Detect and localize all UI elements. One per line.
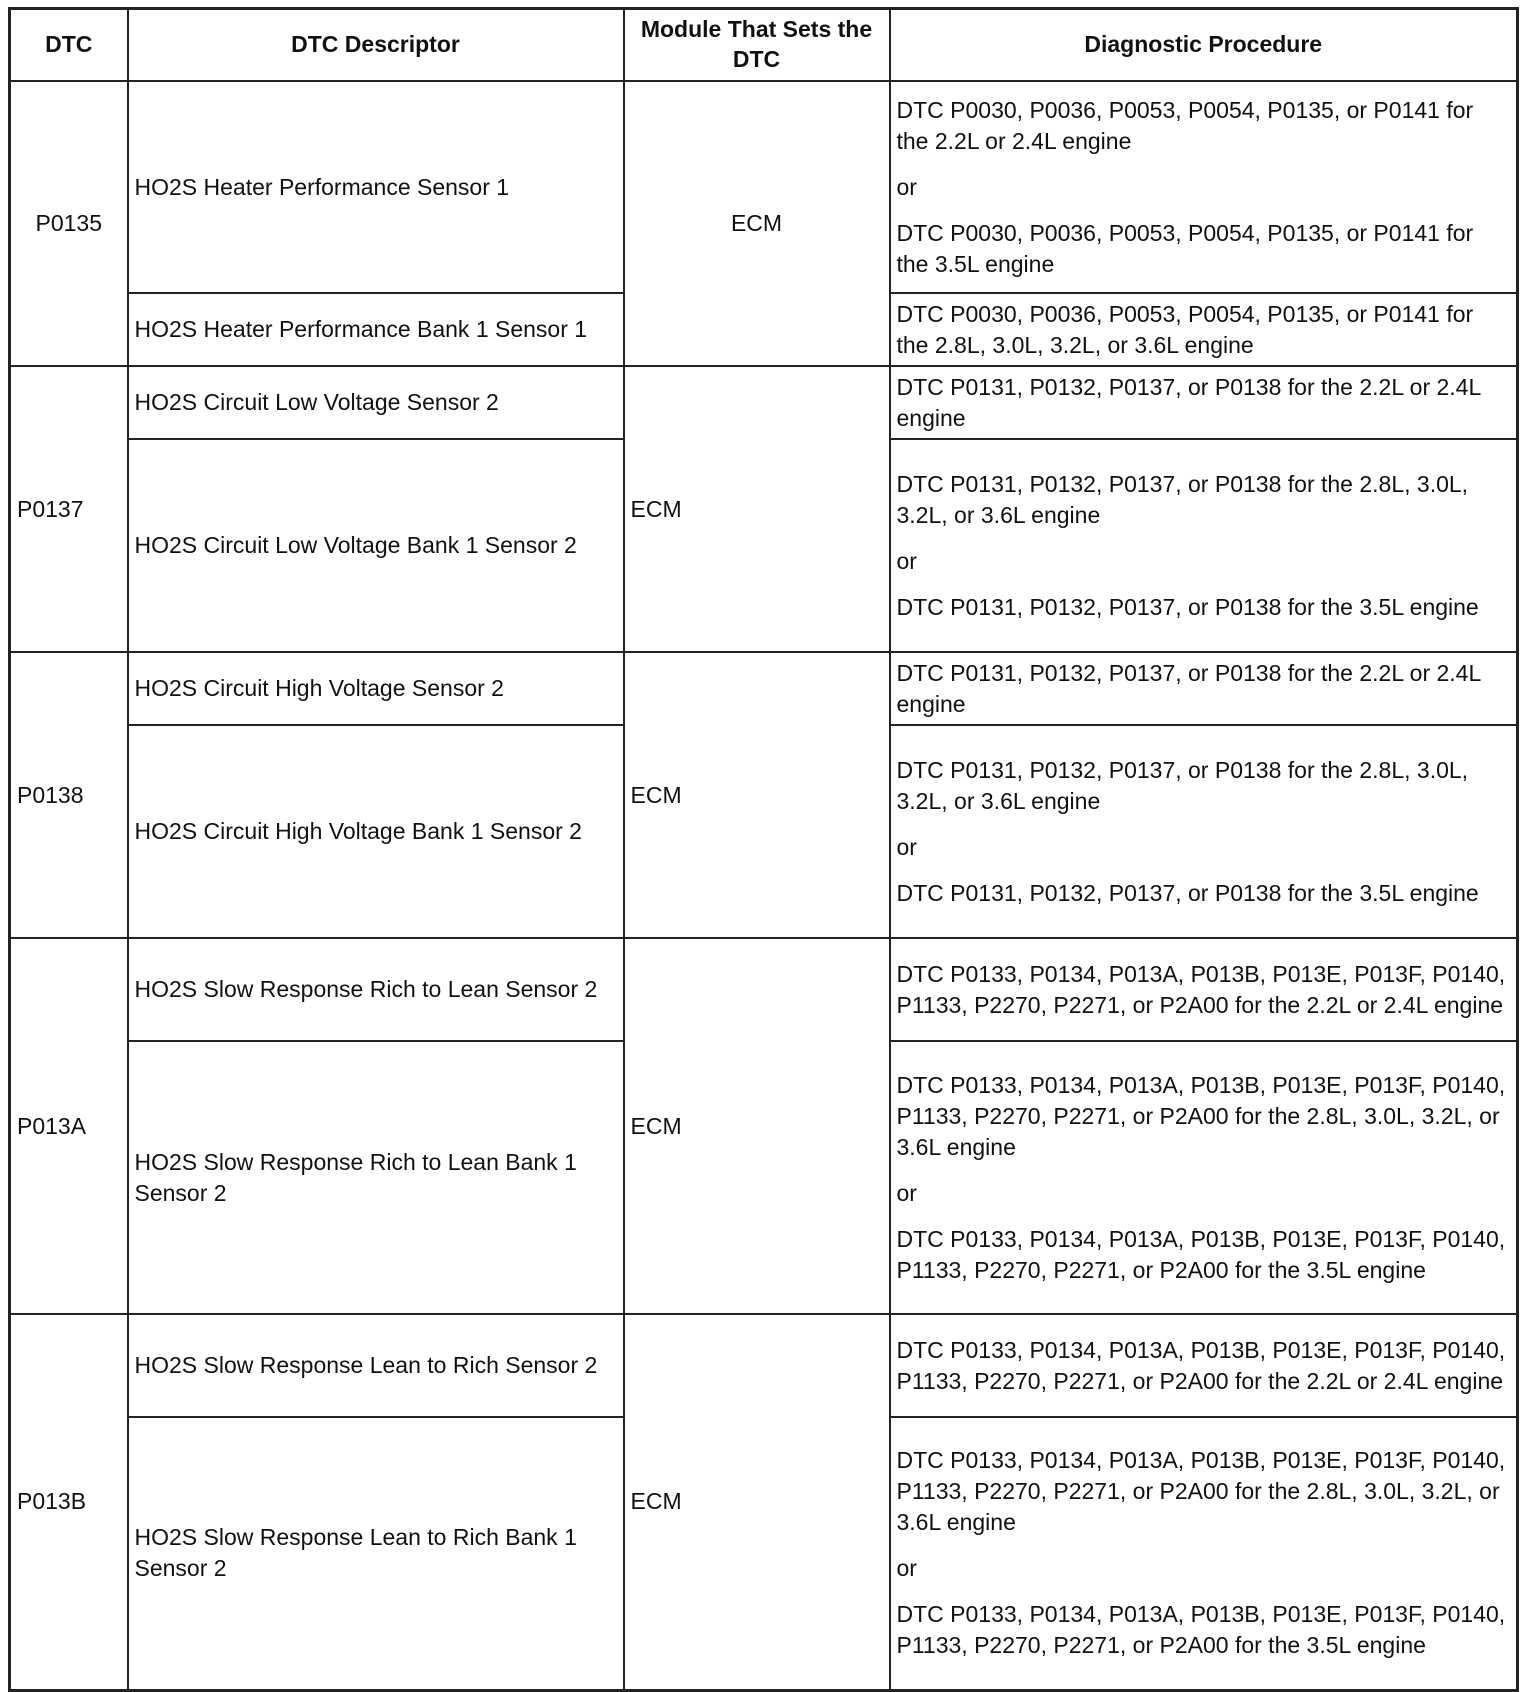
procedure-text: DTC P0133, P0134, P013A, P013B, P013E, P013F, P0140, P1133, P2270, P2271, or P2A00 for the 2.2L or 2.4L engine <box>896 960 1506 1018</box>
procedure-text: DTC P0131, P0132, P0137, or P0138 for the 2.8L, 3.0L, 3.2L, or 3.6L engine <box>896 470 1469 528</box>
dtc-code: P013A <box>10 938 128 1314</box>
dtc-descriptor: HO2S Heater Performance Sensor 1 <box>128 81 624 293</box>
module-cell: ECM <box>624 81 890 366</box>
module-cell: ECM <box>624 1314 890 1690</box>
header-procedure: Diagnostic Procedure <box>890 9 1518 82</box>
table-row <box>10 938 1518 1041</box>
header-dtc: DTC <box>10 9 128 82</box>
procedure-or: or <box>896 1179 917 1206</box>
dtc-table <box>8 7 1519 1692</box>
dtc-descriptor: HO2S Slow Response Lean to Rich Sensor 2 <box>128 1314 624 1417</box>
procedure-text: DTC P0133, P0134, P013A, P013B, P013E, P013F, P0140, P1133, P2270, P2271, or P2A00 for the 3.5L engine <box>896 1225 1506 1283</box>
dtc-descriptor: HO2S Circuit High Voltage Sensor 2 <box>128 652 624 725</box>
dtc-code: P013B <box>10 1314 128 1690</box>
procedure-text: DTC P0133, P0134, P013A, P013B, P013E, P013F, P0140, P1133, P2270, P2271, or P2A00 for the 3.5L engine <box>896 1601 1506 1659</box>
procedure-or: or <box>896 173 917 200</box>
procedure-text: DTC P0131, P0132, P0137, or P0138 for the 3.5L engine <box>896 879 1479 906</box>
procedure-text: DTC P0131, P0132, P0137, or P0138 for the 2.2L or 2.4L engine <box>896 373 1481 431</box>
procedure-text: DTC P0131, P0132, P0137, or P0138 for the 2.2L or 2.4L engine <box>896 659 1481 717</box>
procedure-cell <box>890 1041 1518 1314</box>
table-row <box>10 1314 1518 1417</box>
module-cell: ECM <box>624 366 890 652</box>
procedure-text: DTC P0030, P0036, P0053, P0054, P0135, or P0141 for the 3.5L engine <box>896 219 1474 277</box>
procedure-text: DTC P0030, P0036, P0053, P0054, P0135, or P0141 for the 2.8L, 3.0L, 3.2L, or 3.6L engine <box>896 300 1474 358</box>
dtc-descriptor: HO2S Slow Response Rich to Lean Bank 1 Sensor 2 <box>128 1041 624 1314</box>
procedure-cell <box>890 725 1518 938</box>
procedure-cell <box>890 1417 1518 1690</box>
dtc-code: P0135 <box>10 81 128 366</box>
procedure-or: or <box>896 1555 917 1582</box>
header-descriptor: DTC Descriptor <box>128 9 624 82</box>
dtc-descriptor: HO2S Heater Performance Bank 1 Sensor 1 <box>128 293 624 366</box>
module-cell: ECM <box>624 938 890 1314</box>
procedure-text: DTC P0133, P0134, P013A, P013B, P013E, P013F, P0140, P1133, P2270, P2271, or P2A00 for the 2.2L or 2.4L engine <box>896 1336 1506 1394</box>
procedure-text: DTC P0131, P0132, P0137, or P0138 for the 2.8L, 3.0L, 3.2L, or 3.6L engine <box>896 756 1469 814</box>
procedure-cell <box>890 1314 1518 1417</box>
header-module: Module That Sets the DTC <box>624 9 890 82</box>
dtc-descriptor: HO2S Slow Response Lean to Rich Bank 1 Sensor 2 <box>128 1417 624 1690</box>
procedure-cell <box>890 366 1518 439</box>
procedure-text: DTC P0133, P0134, P013A, P013B, P013E, P013F, P0140, P1133, P2270, P2271, or P2A00 for the 2.8L, 3.0L, 3.2L, or 3.6L engine <box>896 1447 1506 1536</box>
table-row <box>10 81 1518 293</box>
procedure-cell <box>890 938 1518 1041</box>
table-row <box>10 652 1518 725</box>
dtc-code: P0137 <box>10 366 128 652</box>
dtc-descriptor: HO2S Circuit Low Voltage Sensor 2 <box>128 366 624 439</box>
procedure-or: or <box>896 547 917 574</box>
procedure-cell <box>890 652 1518 725</box>
procedure-cell <box>890 439 1518 652</box>
dtc-code: P0138 <box>10 652 128 938</box>
procedure-text: DTC P0133, P0134, P013A, P013B, P013E, P013F, P0140, P1133, P2270, P2271, or P2A00 for the 2.8L, 3.0L, 3.2L, or 3.6L engine <box>896 1071 1506 1160</box>
procedure-text: DTC P0030, P0036, P0053, P0054, P0135, or P0141 for the 2.2L or 2.4L engine <box>896 96 1474 154</box>
procedure-cell <box>890 81 1518 293</box>
table-row <box>10 366 1518 439</box>
procedure-text: DTC P0131, P0132, P0137, or P0138 for the 3.5L engine <box>896 593 1479 620</box>
dtc-descriptor: HO2S Circuit High Voltage Bank 1 Sensor 2 <box>128 725 624 938</box>
header-row <box>10 9 1518 82</box>
module-cell: ECM <box>624 652 890 938</box>
dtc-descriptor: HO2S Slow Response Rich to Lean Sensor 2 <box>128 938 624 1041</box>
procedure-or: or <box>896 833 917 860</box>
dtc-descriptor: HO2S Circuit Low Voltage Bank 1 Sensor 2 <box>128 439 624 652</box>
procedure-cell <box>890 293 1518 366</box>
